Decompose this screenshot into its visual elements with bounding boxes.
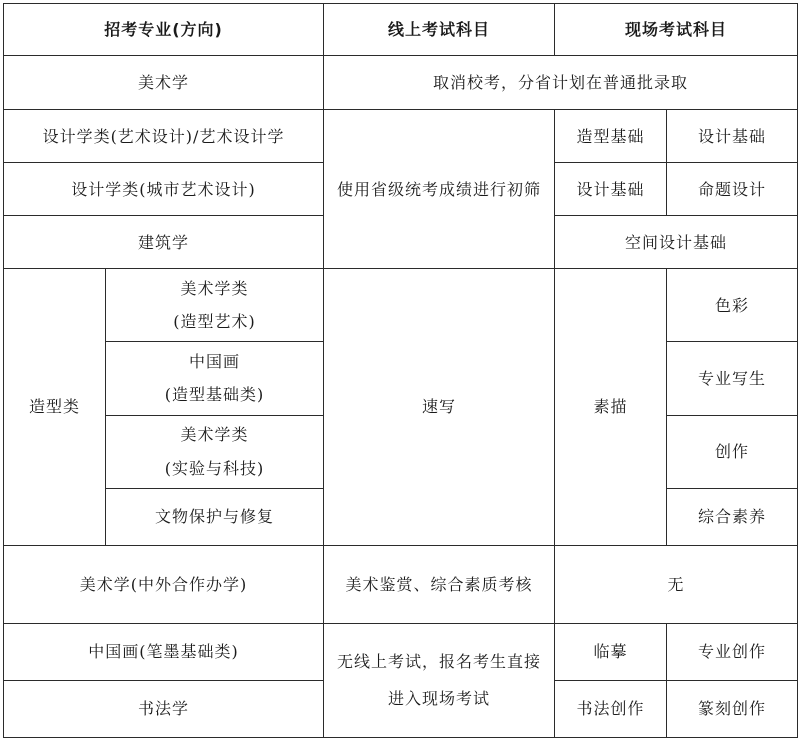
major-cell: 书法学 — [4, 680, 324, 737]
online-subject-cell: 美术鉴赏、综合素质考核 — [324, 545, 555, 623]
table-row — [4, 56, 798, 110]
major-cell: 建筑学 — [4, 216, 324, 269]
sub-major-line2: (造型基础类) — [164, 385, 265, 405]
merged-note-cell: 取消校考，分省计划在普通批录取 — [324, 56, 798, 110]
header-major: 招考专业(方向) — [4, 4, 324, 56]
major-cell: 设计学类(城市艺术设计) — [4, 163, 324, 216]
onsite-subject-cell: 综合素养 — [667, 488, 798, 545]
onsite-subject-cell: 篆刻创作 — [667, 680, 798, 737]
sub-major-cell — [106, 269, 324, 342]
no-online-line2: 进入现场考试 — [388, 689, 491, 709]
group-cell-zaoxing: 造型类 — [4, 269, 106, 545]
onsite-subject-cell: 无 — [555, 545, 798, 623]
sub-major-line2: (实验与科技) — [164, 458, 265, 478]
onsite-subject-cell: 色彩 — [667, 269, 798, 342]
no-online-line1: 无线上考试，报名考生直接 — [337, 652, 542, 672]
zaoxing-online-cell: 速写 — [324, 269, 555, 545]
onsite-subject-cell: 专业创作 — [667, 623, 798, 680]
zaoxing-onsite-main-cell: 素描 — [555, 269, 667, 545]
header-row — [4, 4, 798, 56]
onsite-subject-cell: 设计基础 — [667, 110, 798, 163]
exam-subjects-table-container — [3, 3, 797, 738]
header-onsite-subjects: 现场考试科目 — [555, 4, 798, 56]
onsite-subject-cell: 专业写生 — [667, 342, 798, 415]
onsite-subject-cell: 空间设计基础 — [555, 216, 798, 269]
major-cell: 美术学 — [4, 56, 324, 110]
sub-major-line1: 美术学类 — [180, 425, 249, 445]
onsite-subject-cell: 造型基础 — [555, 110, 667, 163]
onsite-subject-cell: 命题设计 — [667, 163, 798, 216]
sub-major-cell: 文物保护与修复 — [106, 488, 324, 545]
major-cell: 中国画(笔墨基础类) — [4, 623, 324, 680]
major-cell: 美术学(中外合作办学) — [4, 545, 324, 623]
exam-subjects-table — [3, 3, 798, 738]
onsite-subject-cell: 设计基础 — [555, 163, 667, 216]
table-row — [4, 623, 798, 680]
onsite-subject-cell: 创作 — [667, 415, 798, 488]
no-online-exam-cell — [324, 623, 555, 737]
table-row — [4, 545, 798, 623]
header-online-subjects: 线上考试科目 — [324, 4, 555, 56]
onsite-subject-cell: 书法创作 — [555, 680, 667, 737]
table-row — [4, 110, 798, 163]
sub-major-cell — [106, 415, 324, 488]
sub-major-line1: 美术学类 — [180, 279, 249, 299]
sub-major-line1: 中国画 — [189, 352, 241, 372]
sub-major-cell — [106, 342, 324, 415]
onsite-subject-cell: 临摹 — [555, 623, 667, 680]
design-online-cell: 使用省级统考成绩进行初筛 — [324, 110, 555, 269]
sub-major-line2: (造型艺术) — [173, 312, 256, 332]
table-row — [4, 269, 798, 342]
major-cell: 设计学类(艺术设计)/艺术设计学 — [4, 110, 324, 163]
